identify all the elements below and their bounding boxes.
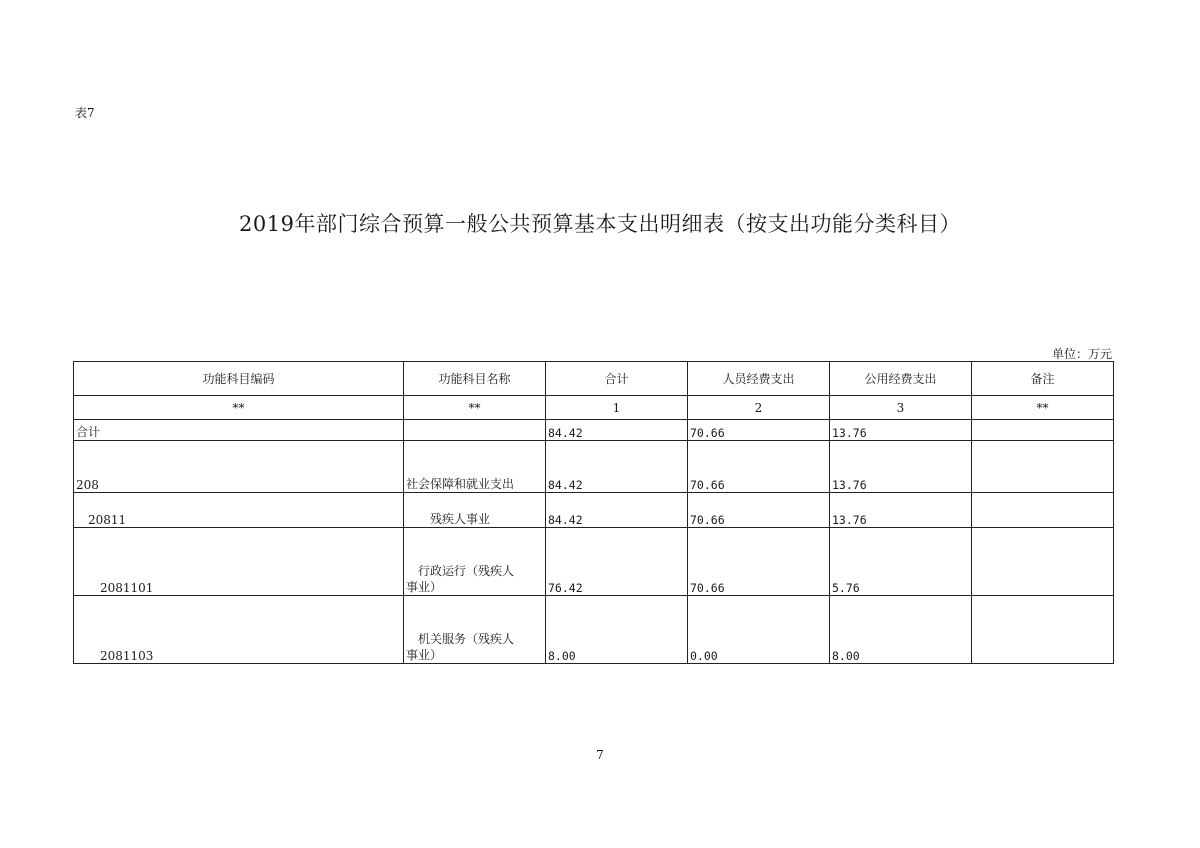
total-cell: 76.42 xyxy=(546,528,688,596)
personnel-cell: 70.66 xyxy=(688,441,830,493)
header-personnel: 人员经费支出 xyxy=(688,362,830,396)
total-cell: 84.42 xyxy=(546,493,688,528)
personnel-cell: 0.00 xyxy=(688,596,830,664)
note-cell xyxy=(972,441,1114,493)
header-code: 功能科目编码 xyxy=(74,362,404,396)
table-row xyxy=(74,528,1114,596)
page-number: 7 xyxy=(596,748,604,762)
name-cell xyxy=(404,528,546,596)
total-cell: 84.42 xyxy=(546,420,688,441)
note-cell xyxy=(972,493,1114,528)
total-cell: 8.00 xyxy=(546,596,688,664)
unit-label: 单位：万元 xyxy=(1051,347,1112,361)
note-cell xyxy=(972,528,1114,596)
index-cell: 1 xyxy=(546,396,688,420)
budget-table xyxy=(73,361,1114,664)
name-line: 事业） xyxy=(406,648,443,662)
name-cell xyxy=(404,596,546,664)
public-cell: 5.76 xyxy=(830,528,972,596)
name-line: 行政运行（残疾人 xyxy=(418,564,515,578)
public-cell: 13.76 xyxy=(830,441,972,493)
code-cell: 208 xyxy=(74,441,404,493)
personnel-cell: 70.66 xyxy=(688,528,830,596)
header-note: 备注 xyxy=(972,362,1114,396)
index-cell: 3 xyxy=(830,396,972,420)
note-cell xyxy=(972,420,1114,441)
header-name: 功能科目名称 xyxy=(404,362,546,396)
index-cell: 2 xyxy=(688,396,830,420)
name-line: 机关服务（残疾人 xyxy=(418,632,515,646)
table-row xyxy=(74,420,1114,441)
table-tag: 表7 xyxy=(75,106,95,120)
table-row xyxy=(74,493,1114,528)
index-cell: ** xyxy=(404,396,546,420)
table-row xyxy=(74,441,1114,493)
public-cell: 13.76 xyxy=(830,493,972,528)
note-cell xyxy=(972,596,1114,664)
page-title: 2019年部门综合预算一般公共预算基本支出明细表（按支出功能分类科目） xyxy=(239,212,961,236)
table-row xyxy=(74,596,1114,664)
public-cell: 8.00 xyxy=(830,596,972,664)
total-cell: 84.42 xyxy=(546,441,688,493)
name-cell: 社会保障和就业支出 xyxy=(404,441,546,493)
code-cell: 合计 xyxy=(74,420,404,441)
header-total: 合计 xyxy=(546,362,688,396)
index-row xyxy=(74,396,1114,420)
name-cell xyxy=(404,420,546,441)
header-public: 公用经费支出 xyxy=(830,362,972,396)
name-cell: 残疾人事业 xyxy=(404,493,546,528)
name-line: 事业） xyxy=(406,580,443,594)
public-cell: 13.76 xyxy=(830,420,972,441)
personnel-cell: 70.66 xyxy=(688,493,830,528)
personnel-cell: 70.66 xyxy=(688,420,830,441)
code-cell: 2081101 xyxy=(74,528,404,596)
code-cell: 2081103 xyxy=(74,596,404,664)
header-row xyxy=(74,362,1114,396)
code-cell: 20811 xyxy=(74,493,404,528)
index-cell: ** xyxy=(74,396,404,420)
index-cell: ** xyxy=(972,396,1114,420)
